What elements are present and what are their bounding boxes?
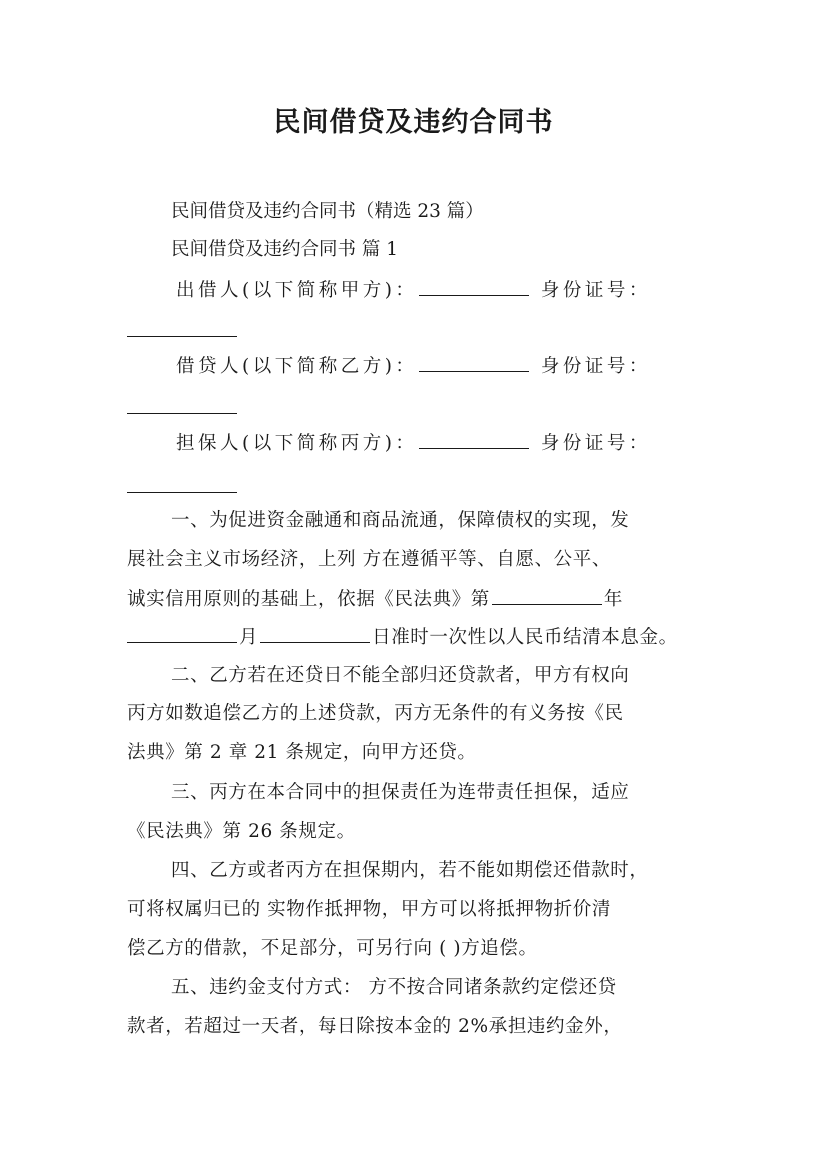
month-blank: [127, 622, 237, 643]
subtitle-collection: 民间借贷及违约合同书（精选 23 篇）: [171, 201, 484, 222]
borrower-name-blank: [419, 351, 529, 372]
guarantor-id-blank: [127, 470, 237, 493]
clause1-line1: 一、为促进资金融通和商品流通，保障债权的实现，发: [171, 510, 630, 531]
clause1-line3: [127, 584, 701, 615]
guarantor-name-blank: [419, 428, 529, 449]
lender-id-blank: [127, 314, 237, 337]
clause1-line4: [127, 622, 701, 653]
clause3-line1: 三、丙方在本合同中的担保责任为连带责任担保，适应: [171, 782, 630, 803]
day-blank: [260, 622, 370, 643]
party-borrower-line: [176, 351, 701, 382]
clause2-line2: 丙方如数追偿乙方的上述贷款，丙方无条件的有义务按《民: [127, 703, 624, 724]
clause1-line4-text: 日准时一次性以人民币结清本息金。: [372, 627, 678, 648]
document-title: 民间借贷及违约合同书: [273, 107, 554, 138]
borrower-id-blank: [127, 391, 237, 414]
clause1-line3-text: 诚实信用原则的基础上，依据《民法典》第: [127, 589, 490, 610]
guarantor-label: 担保人(以下简称丙方)：: [176, 433, 418, 454]
clause2-line1: 二、乙方若在还贷日不能全部归还贷款者，甲方有权向: [171, 665, 630, 686]
clause1-month-label: 月: [239, 627, 259, 648]
party-guarantor-line: [176, 428, 701, 459]
article-number-blank: [492, 584, 602, 605]
clause3-line2: 《民法典》第 26 条规定。: [127, 821, 356, 842]
lender-name-blank: [419, 275, 529, 296]
clause1-year-label: 年: [603, 589, 624, 610]
clause5-line1: 五、违约金支付方式： 方不按合同诸条款约定偿还贷: [171, 977, 617, 998]
clause1-line2: 展社会主义市场经济，上列 方在遵循平等、自愿、公平、: [127, 549, 611, 570]
clause4-line2: 可将权属归已的 实物作抵押物，甲方可以将抵押物折价清: [127, 899, 611, 920]
clause2-line3: 法典》第 2 章 21 条规定，向甲方还贷。: [127, 742, 477, 763]
party-lender-line: [176, 275, 701, 306]
lender-id-label: 身份证号：: [540, 280, 651, 301]
guarantor-id-label: 身份证号：: [540, 433, 651, 454]
clause5-line2: 款者，若超过一天者，每日除按本金的 2%承担违约金外，: [127, 1016, 623, 1037]
lender-label: 出借人(以下简称甲方)：: [176, 280, 418, 301]
subtitle-part: 民间借贷及违约合同书 篇 1: [171, 239, 399, 260]
clause4-line3: 偿乙方的借款，不足部分，可另行向 ( )方追偿。: [127, 938, 538, 959]
borrower-id-label: 身份证号：: [540, 356, 651, 377]
clause4-line1: 四、乙方或者丙方在担保期内，若不能如期偿还借款时，: [171, 860, 649, 881]
borrower-label: 借贷人(以下简称乙方)：: [176, 356, 418, 377]
